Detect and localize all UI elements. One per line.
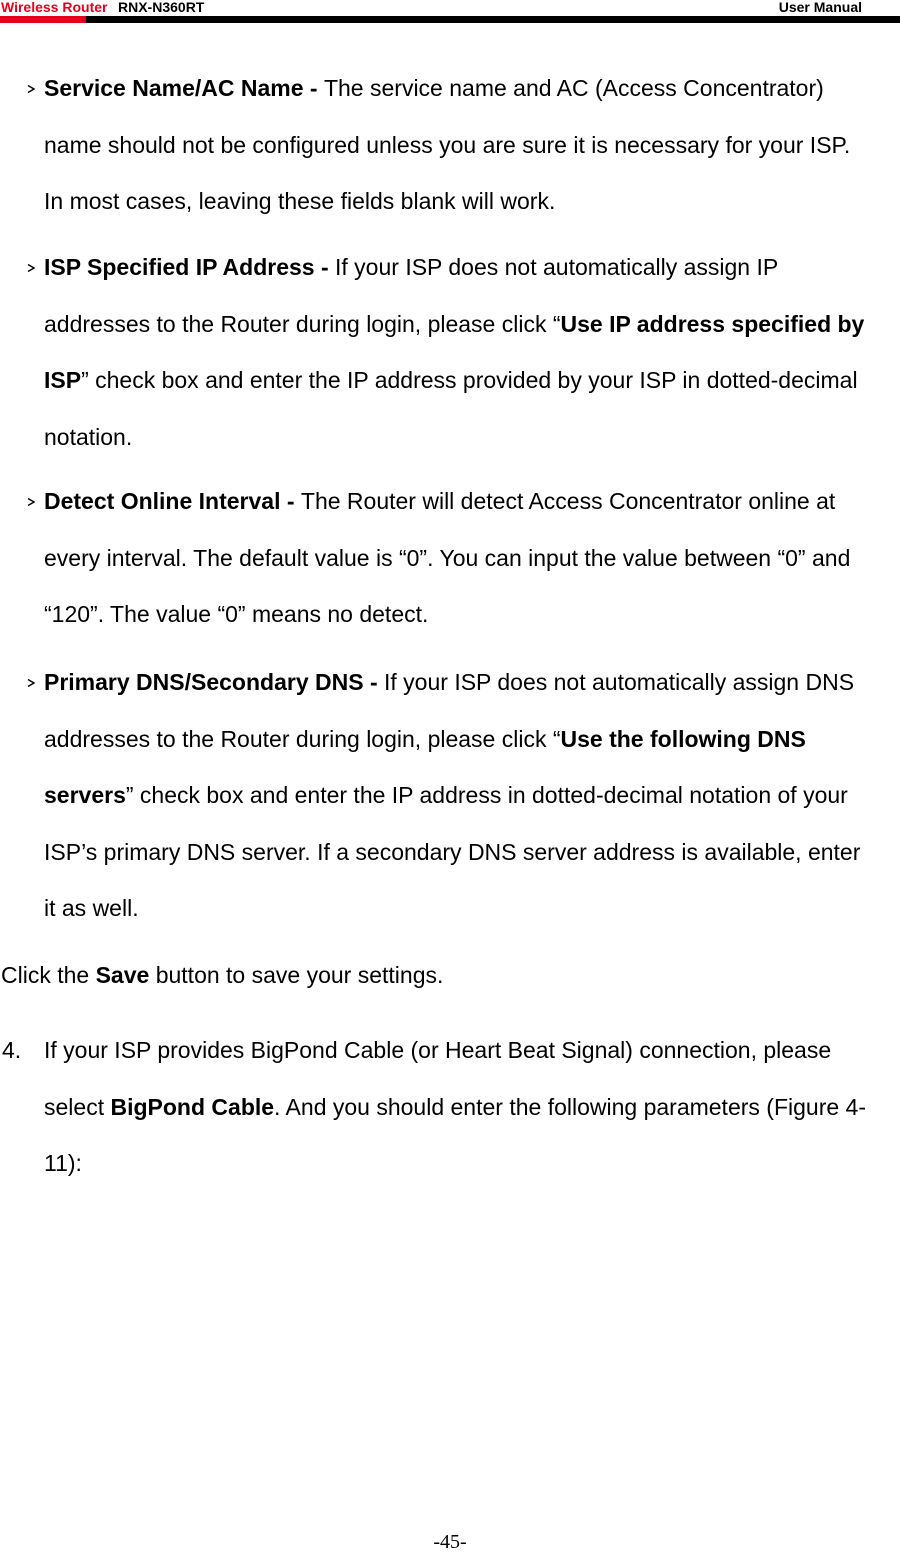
arrow-bullet-icon bbox=[27, 679, 35, 687]
arrow-bullet-icon bbox=[27, 498, 35, 506]
definition-detect-online-interval bbox=[44, 473, 874, 643]
description-service-name: The service name and AC (Access Concentrator) name should not be configured unless you are sure it is necessary for your ISP. In most cases, leaving these fields blank will work. bbox=[44, 75, 851, 214]
term-service-name: Service Name/AC Name - bbox=[44, 75, 324, 101]
step-4 bbox=[2, 1022, 874, 1192]
bigpond-cable-keyword: BigPond Cable bbox=[110, 1093, 275, 1120]
step-number: 4. bbox=[2, 1037, 22, 1063]
header-rule-red bbox=[0, 16, 86, 23]
save-instruction bbox=[1, 947, 881, 1004]
term-dns: Primary DNS/Secondary DNS - bbox=[44, 669, 385, 695]
header-manual-title: User Manual bbox=[778, 0, 862, 15]
definition-isp-ip-address bbox=[44, 239, 874, 465]
term-detect-online-interval: Detect Online Interval - bbox=[44, 488, 301, 514]
description-dns-part1: If your ISP does not automatically assign DNS addresses to the Router during login, please click “ bbox=[44, 669, 855, 752]
header-model: RNX-N360RT bbox=[118, 0, 205, 15]
step-4-after: . And you should enter the following parameters (Figure 4-11): bbox=[44, 1093, 866, 1176]
arrow-bullet-icon bbox=[27, 264, 35, 272]
page-number: -45- bbox=[433, 1531, 467, 1553]
header-rule-black bbox=[86, 16, 900, 23]
option-use-following-dns: Use the following DNS servers bbox=[44, 725, 806, 808]
description-detect-online-interval: The Router will detect Access Concentrator online at every interval. The default value is “0”. You can input the value between “0” and “120”. The value “0” means no detect. bbox=[44, 488, 851, 627]
option-use-ip-address: Use IP address specified by ISP bbox=[44, 310, 865, 393]
header-brand: Wireless Router bbox=[1, 0, 108, 15]
description-isp-ip-address-part1: If your ISP does not automatically assign IP addresses to the Router during login, please click “ bbox=[44, 254, 778, 337]
description-isp-ip-address-part2: ” check box and enter the IP address provided by your ISP in dotted-decimal notation. bbox=[44, 367, 858, 450]
definition-dns bbox=[44, 654, 874, 937]
page-header bbox=[0, 0, 900, 24]
save-instruction-after: button to save your settings. bbox=[149, 962, 444, 988]
definition-service-name bbox=[44, 60, 874, 230]
step-4-before: If your ISP provides BigPond Cable (or Heart Beat Signal) connection, please select bbox=[44, 1037, 832, 1120]
save-instruction-before: Click the bbox=[1, 962, 96, 988]
save-keyword: Save bbox=[95, 962, 150, 988]
arrow-bullet-icon bbox=[27, 85, 35, 93]
term-isp-ip-address: ISP Specified IP Address - bbox=[44, 254, 336, 280]
description-dns-part2: ” check box and enter the IP address in dotted-decimal notation of your ISP’s primary DNS server. If a secondary DNS server address is available, enter it as well. bbox=[44, 782, 861, 921]
